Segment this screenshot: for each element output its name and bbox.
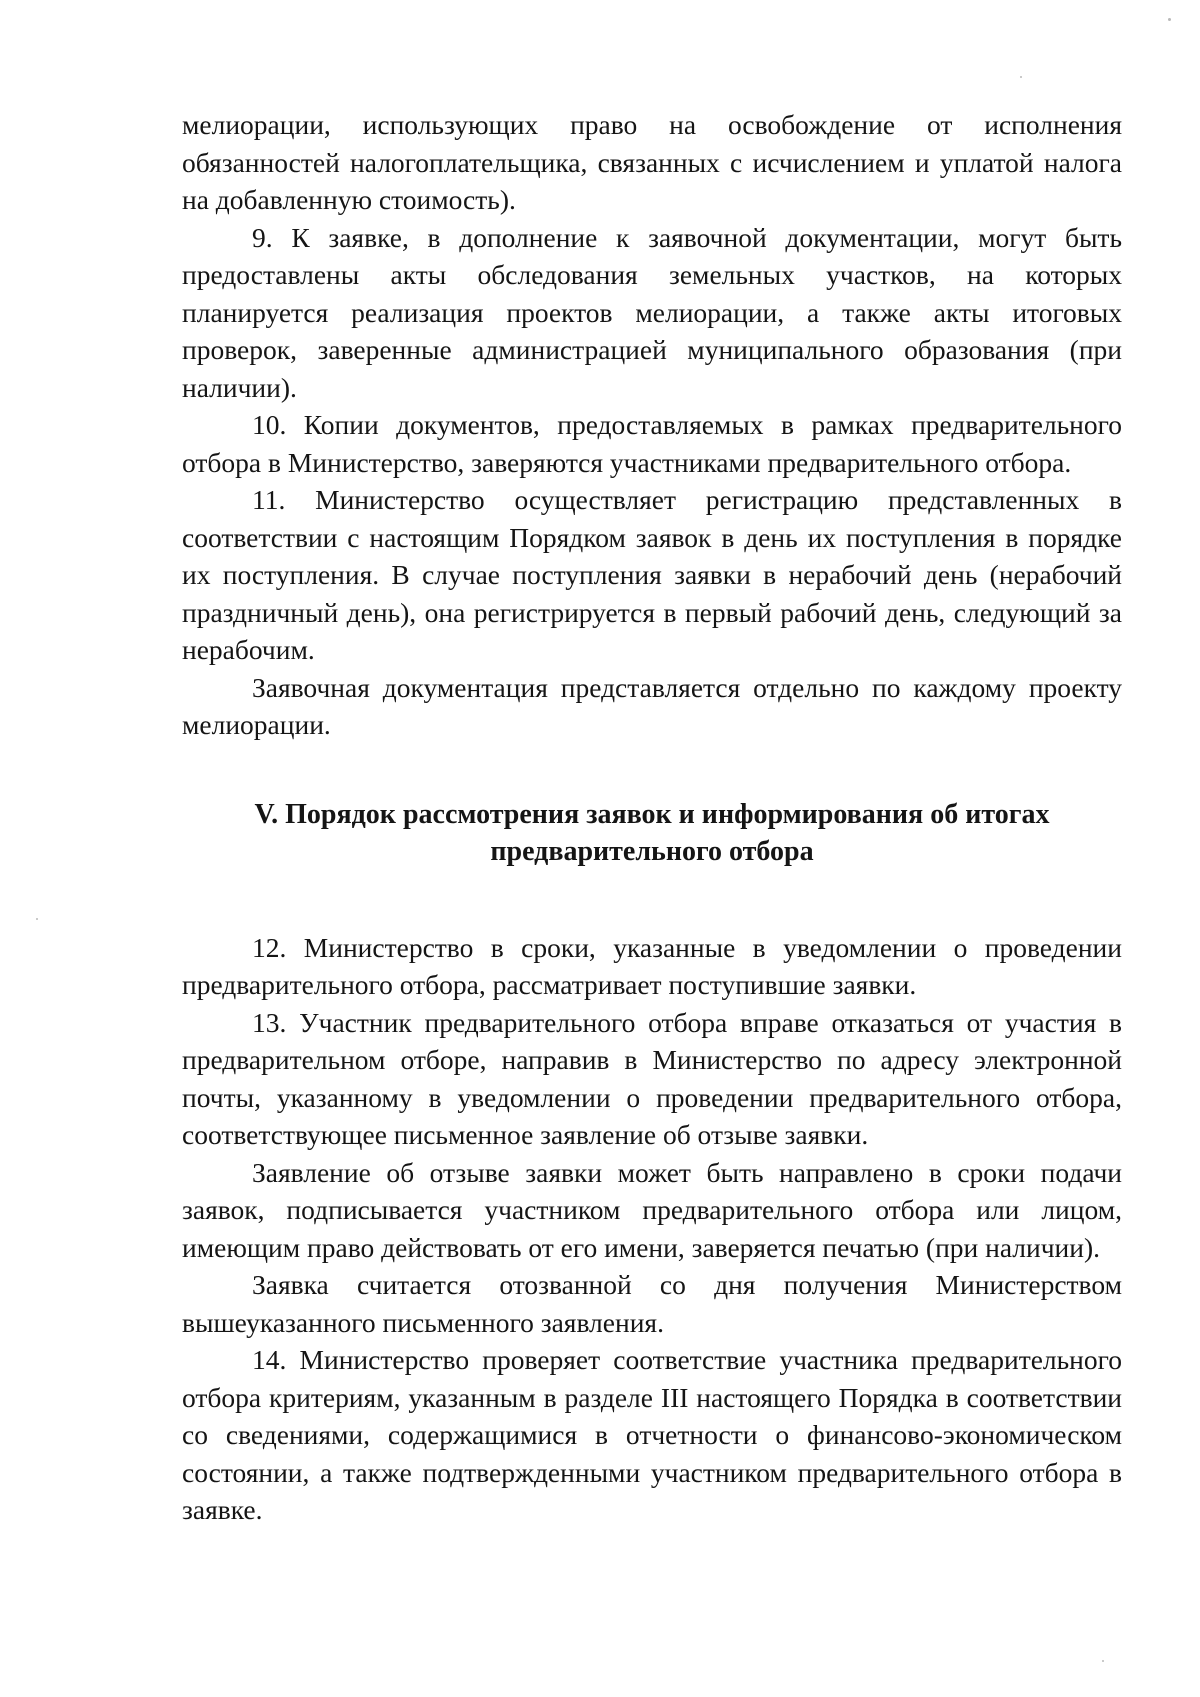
scan-speck	[1168, 18, 1171, 21]
scan-speck	[36, 918, 38, 920]
paragraph-12: 12. Министерство в сроки, указанные в уведомлении о проведении предварительного отбора, рассматривает поступившие заявки.	[182, 931, 1122, 1000]
section-heading	[182, 796, 1122, 871]
scan-speck	[1020, 76, 1022, 78]
paragraph-9: 9. К заявке, в дополнение к заявочной документации, могут быть предоставлены акты обследования земельных участков, на которых планируется реализация проектов мелиорации, а также акты итоговых проверок, заверенные администрацией муниципального образования (при наличии).	[182, 221, 1122, 403]
section-heading-line-2: предварительного отбора	[490, 836, 814, 867]
spacer	[182, 871, 1122, 929]
spacer	[182, 744, 1122, 796]
document-body	[182, 106, 1122, 1529]
paragraph-13: 13. Участник предварительного отбора вправе отказаться от участия в предварительном отборе, направив в Министерство по адресу электронной почты, указанному в уведомлении о проведении предварительного отбора, соответствующее письменное заявление об отзыве заявки.	[182, 1006, 1122, 1150]
paragraph-continuation: мелиорации, использующих право на освобождение от исполнения обязанностей налогоплательщика, связанных с исчислением и уплатой налога на добавленную стоимость).	[182, 109, 1122, 215]
paragraph-14: 14. Министерство проверяет соответствие участника предварительного отбора критериям, указанным в разделе III настоящего Порядка в соответствии со сведениями, содержащимися в отчетности о финансово-экономическом состоянии, а также подтвержденными участником предварительного отбора в заявке.	[182, 1344, 1122, 1525]
paragraph-13-withdrawal: Заявление об отзыве заявки может быть направлено в сроки подачи заявок, подписывается участником предварительного отбора или лицом, имеющим право действовать от его имени, заверяется печатью (при наличии).	[182, 1156, 1122, 1263]
scan-speck	[1102, 1660, 1104, 1662]
section-heading-line-1: V. Порядок рассмотрения заявок и информирования об итогах	[254, 798, 1050, 830]
paragraph-11-note: Заявочная документация представляется отдельно по каждому проекту мелиорации.	[182, 671, 1122, 740]
paragraph-13-withdrawn: Заявка считается отозванной со дня получения Министерством вышеуказанного письменного заявления.	[182, 1269, 1122, 1338]
paragraph-10: 10. Копии документов, предоставляемых в рамках предварительного отбора в Министерство, заверяются участниками предварительного отбора.	[182, 409, 1122, 478]
paragraph-11: 11. Министерство осуществляет регистрацию представленных в соответствии с настоящим Порядком заявок в день их поступления в порядке их поступления. В случае поступления заявки в нерабочий день (нерабочий праздничный день), она регистрируется в первый рабочий день, следующий за нерабочим.	[182, 484, 1122, 665]
